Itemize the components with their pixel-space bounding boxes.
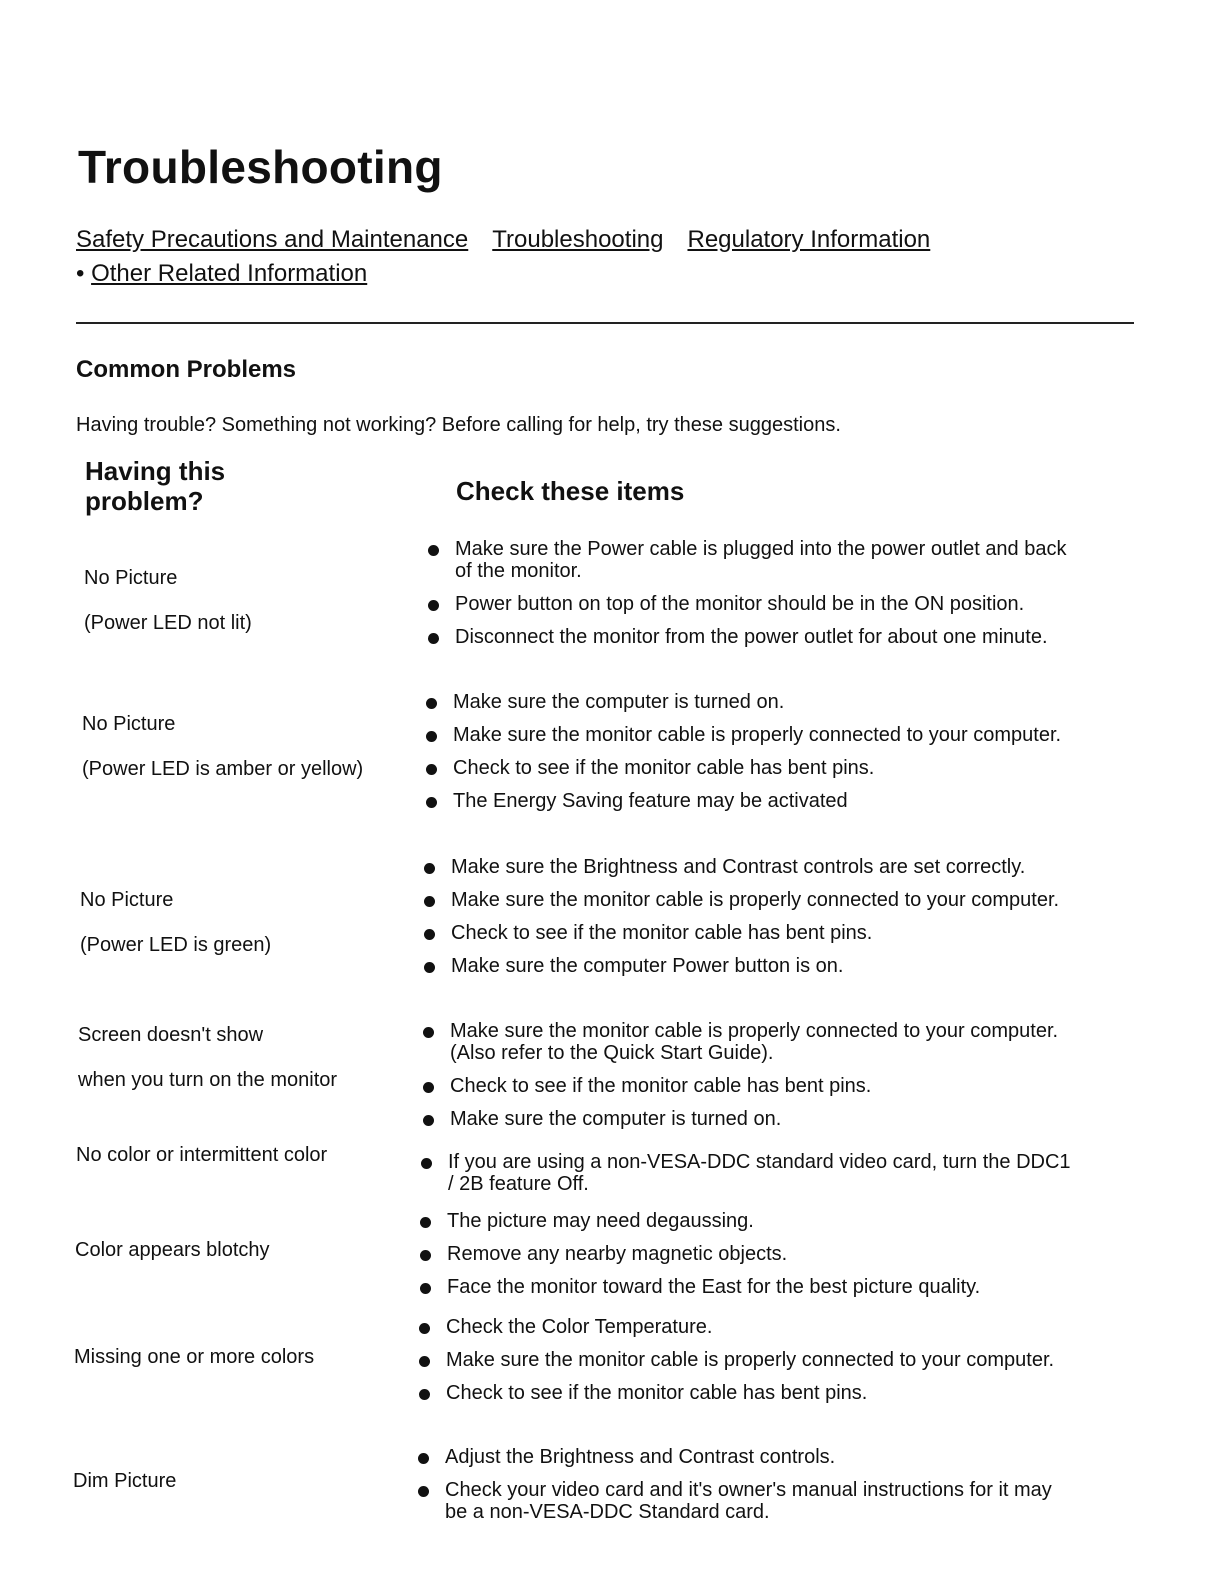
- check-item: Make sure the computer is turned on.: [423, 1108, 1073, 1130]
- problem-text: No color or intermittent color: [76, 1144, 328, 1166]
- problem-text: Dim Picture: [73, 1470, 177, 1492]
- check-item: Make sure the monitor cable is properly connected to your computer.: [426, 724, 1076, 746]
- problem-text: Screen doesn't show: [78, 1024, 264, 1046]
- problem-text: (Power LED not lit): [84, 612, 252, 634]
- problem-cell: [82, 712, 382, 802]
- check-item: If you are using a non-VESA-DDC standard video card, turn the DDC1 / 2B feature Off.: [421, 1151, 1071, 1195]
- problem-cell: [75, 1238, 375, 1283]
- page-title: Troubleshooting: [78, 141, 443, 193]
- problem-text: No Picture: [80, 889, 174, 911]
- section-title: Common Problems: [76, 356, 297, 383]
- problem-cell: [84, 566, 384, 656]
- check-list: [428, 538, 1078, 659]
- problem-text: (Power LED is green): [80, 934, 272, 956]
- check-item: The Energy Saving feature may be activated: [426, 790, 1076, 812]
- nav-link-troubleshooting[interactable]: Troubleshooting: [492, 226, 664, 253]
- check-item: Check to see if the monitor cable has bent pins.: [426, 757, 1076, 779]
- problem-text: (Power LED is amber or yellow): [82, 758, 364, 780]
- check-item: Make sure the Power cable is plugged into the power outlet and back of the monitor.: [428, 538, 1078, 582]
- problem-cell: [76, 1143, 376, 1188]
- check-list: [424, 856, 1074, 988]
- problem-text: Color appears blotchy: [75, 1239, 270, 1261]
- check-list: [418, 1446, 1068, 1534]
- problem-text: when you turn on the monitor: [78, 1069, 338, 1091]
- problem-text: No Picture: [84, 567, 178, 589]
- check-item: Make sure the monitor cable is properly connected to your computer.: [424, 889, 1074, 911]
- check-list: [426, 691, 1076, 823]
- problem-cell: [73, 1469, 373, 1514]
- check-item: Make sure the monitor cable is properly connected to your computer.: [419, 1349, 1069, 1371]
- check-column-header: Check these items: [456, 476, 685, 506]
- check-item: Disconnect the monitor from the power outlet for about one minute.: [428, 626, 1078, 648]
- check-item: Remove any nearby magnetic objects.: [420, 1243, 1070, 1265]
- check-item: Check the Color Temperature.: [419, 1316, 1069, 1338]
- horizontal-divider: [76, 322, 1134, 324]
- nav-link-regulatory[interactable]: Regulatory Information: [687, 226, 931, 253]
- problem-column-header: Having this problem?: [85, 456, 226, 516]
- check-item: Make sure the computer Power button is on.: [424, 955, 1074, 977]
- nav-link-safety[interactable]: Safety Precautions and Maintenance: [76, 226, 469, 253]
- check-item: Make sure the Brightness and Contrast controls are set correctly.: [424, 856, 1074, 878]
- intro-text: Having trouble? Something not working? Before calling for help, try these suggestions.: [76, 414, 841, 436]
- check-item: Make sure the computer is turned on.: [426, 691, 1076, 713]
- check-item: The picture may need degaussing.: [420, 1210, 1070, 1232]
- problem-cell: [80, 888, 380, 978]
- check-item: Make sure the monitor cable is properly connected to your computer. (Also refer to the Quick Start Guide).: [423, 1020, 1073, 1064]
- check-item: Power button on top of the monitor should be in the ON position.: [428, 593, 1078, 615]
- problem-cell: [78, 1023, 378, 1113]
- check-item: Face the monitor toward the East for the best picture quality.: [420, 1276, 1070, 1298]
- bullet-separator: •: [76, 260, 92, 287]
- check-list: [423, 1020, 1073, 1141]
- problem-text: No Picture: [82, 713, 176, 735]
- check-item: Check your video card and it's owner's manual instructions for it may be a non-VESA-DDC Standard card.: [418, 1479, 1068, 1523]
- nav-links: [76, 226, 1076, 288]
- nav-link-other[interactable]: Other Related Information: [91, 260, 368, 287]
- check-item: Adjust the Brightness and Contrast controls.: [418, 1446, 1068, 1468]
- check-list: [419, 1316, 1069, 1415]
- check-item: Check to see if the monitor cable has bent pins.: [419, 1382, 1069, 1404]
- check-item: Check to see if the monitor cable has bent pins.: [423, 1075, 1073, 1097]
- check-item: Check to see if the monitor cable has bent pins.: [424, 922, 1074, 944]
- problem-cell: [74, 1345, 374, 1390]
- check-list: [421, 1151, 1071, 1206]
- problem-text: Missing one or more colors: [74, 1346, 315, 1368]
- check-list: [420, 1210, 1070, 1309]
